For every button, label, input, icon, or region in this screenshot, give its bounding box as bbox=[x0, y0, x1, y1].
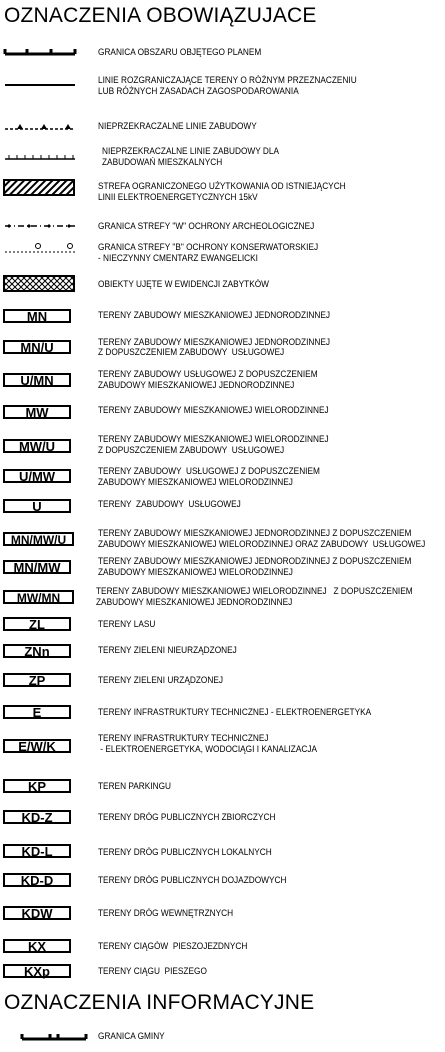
zone-code-box: ZNn bbox=[3, 644, 71, 658]
zone-code-box: U/MW bbox=[3, 469, 71, 483]
legend-text: TERENY DRÓG PUBLICZNYCH LOKALNYCH bbox=[98, 847, 272, 857]
zone-code-box: KP bbox=[3, 779, 71, 793]
zone-code-box: KX bbox=[3, 939, 71, 953]
legend-text: TERENY ZABUDOWY USŁUGOWEJ bbox=[98, 499, 241, 509]
legend-text: STREFA OGRANICZONEGO UŻYTKOWANIA OD ISTNIEJĄCYCH LINII ELEKTROENERGETYCZNYCH 15kV bbox=[98, 181, 346, 202]
zone-code-box: MN bbox=[3, 309, 71, 323]
legend-text: TERENY ZABUDOWY MIESZKANIOWEJ WIELORODZINNEJ Z DOPUSZCZENIEM ZABUDOWY MIESZKANIOWEJ JEDNORODZINNEJ bbox=[96, 586, 413, 607]
legend-text: TERENY ZABUDOWY MIESZKANIOWEJ WIELORODZINNEJ bbox=[98, 405, 329, 415]
legend-text: TERENY ZABUDOWY MIESZKANIOWEJ JEDNORODZINNEJ bbox=[98, 310, 331, 320]
legend-text: TERENY ZABUDOWY MIESZKANIOWEJ JEDNORODZINNEJ Z DOPUSZCZENIEM ZABUDOWY USŁUGOWEJ bbox=[98, 337, 331, 357]
plan-boundary-line-icon bbox=[3, 42, 74, 58]
legend-text: TERENY DRÓG PUBLICZNYCH DOJAZDOWYCH bbox=[98, 875, 287, 885]
zone-code-box: KD-L bbox=[3, 844, 71, 858]
zone-code-box: KD-Z bbox=[3, 810, 71, 824]
zone-code-box: ZL bbox=[3, 617, 71, 631]
legend-text: LINIE ROZGRANICZAJĄCE TERENY O RÓŻNYM PRZEZNACZENIU LUB RÓŻNYCH ZASADACH ZAGOSPODAROWANIA bbox=[98, 75, 357, 96]
section-title-informational: OZNACZENIA INFORMACYJNE bbox=[4, 991, 315, 1014]
zone-code-box: MW bbox=[3, 405, 71, 419]
tick-line-icon bbox=[3, 146, 74, 162]
dash-dot-diamond-line-icon bbox=[3, 218, 74, 234]
legend-text: TERENY CIĄGÓW PIESZOJEZDNYCH bbox=[98, 941, 248, 951]
legend-text: TERENY ZIELENI URZĄDZONEJ bbox=[98, 675, 223, 685]
zone-code-box: KXp bbox=[3, 964, 71, 978]
zone-code-box: MN/MW bbox=[3, 560, 71, 574]
legend-text: TERENY ZABUDOWY USŁUGOWEJ Z DOPUSZCZENIEM ZABUDOWY MIESZKANIOWEJ JEDNORODZINNEJ bbox=[98, 369, 318, 390]
legend-text: TERENY ZIELENI NIEURZĄDZONEJ bbox=[98, 645, 237, 655]
crosshatched-box-icon bbox=[3, 275, 74, 293]
legend-text: TERENY DRÓG PUBLICZNYCH ZBIORCZYCH bbox=[98, 812, 276, 822]
solid-line-icon bbox=[3, 75, 74, 91]
section-title-binding: OZNACZENIA OBOWIĄZUJACE bbox=[4, 4, 317, 27]
zone-code-box: U/MN bbox=[3, 373, 71, 387]
legend-text: TERENY ZABUDOWY MIESZKANIOWEJ JEDNORODZINNEJ Z DOPUSZCZENIEM ZABUDOWY MIESZKANIOWEJ WIELORODZINNEJ ORAZ ZABUDOWY USŁUGOWEJ bbox=[98, 528, 426, 549]
legend-text: TERENY ZABUDOWY MIESZKANIOWEJ WIELORODZINNEJ Z DOPUSZCZENIEM ZABUDOWY USŁUGOWEJ bbox=[98, 434, 329, 455]
legend-text: NIEPRZEKRACZALNE LINIE ZABUDOWY DLA ZABUDOWAŃ MIESZKALNYCH bbox=[102, 146, 279, 167]
triangle-dotted-line-icon bbox=[3, 118, 74, 134]
zone-code-box: MW/MN bbox=[3, 590, 74, 604]
zone-code-box: E bbox=[3, 705, 71, 719]
zone-code-box: U bbox=[3, 499, 71, 513]
legend-text: OBIEKTY UJĘTE W EWIDENCJI ZABYTKÓW bbox=[98, 279, 269, 289]
zone-code-box: MN/U bbox=[3, 340, 71, 354]
legend-text: GRANICA STREFY "B" OCHRONY KONSERWATORSKIEJ - NIECZYNNY CMENTARZ EWANGELICKI bbox=[98, 242, 319, 263]
legend-text: TERENY ZABUDOWY MIESZKANIOWEJ JEDNORODZINNEJ Z DOPUSZCZENIEM ZABUDOWY MIESZKANIOWEJ WIELORODZINNEJ bbox=[98, 556, 412, 577]
zone-code-box: ZP bbox=[3, 673, 71, 687]
legend-text: GRANICA OBSZARU OBJĘTEGO PLANEM bbox=[98, 47, 262, 57]
zone-code-box: KD-D bbox=[3, 873, 71, 887]
circle-dotted-line-icon bbox=[3, 238, 74, 254]
legend-text: TEREN PARKINGU bbox=[98, 781, 171, 791]
legend-text: TERENY CIĄGU PIESZEGO bbox=[98, 966, 207, 976]
legend-text: GRANICA STREFY "W" OCHRONY ARCHEOLOGICZNEJ bbox=[98, 221, 315, 231]
legend-text: TERENY LASU bbox=[98, 619, 156, 629]
municipality-boundary-icon bbox=[20, 1028, 91, 1044]
hatched-zone-icon bbox=[3, 179, 74, 197]
zone-code-box: KDW bbox=[3, 906, 71, 920]
legend-text: TERENY INFRASTRUKTURY TECHNICZNEJ - ELEKTROENERGETYKA, WODOCIĄGI I KANALIZACJA bbox=[98, 733, 318, 754]
zone-code-box: MN/MW/U bbox=[3, 532, 74, 546]
zone-code-box: MW/U bbox=[3, 439, 71, 453]
legend-text: NIEPRZEKRACZALNE LINIE ZABUDOWY bbox=[98, 121, 257, 131]
legend-text: GRANICA GMINY bbox=[98, 1031, 165, 1041]
legend-text: TERENY INFRASTRUKTURY TECHNICZNEJ - ELEKTROENERGETYKA bbox=[98, 707, 372, 717]
zone-code-box: E/W/K bbox=[3, 739, 71, 753]
legend-text: TERENY ZABUDOWY USŁUGOWEJ Z DOPUSZCZENIEM ZABUDOWY MIESZKANIOWEJ WIELORODZINNEJ bbox=[98, 466, 320, 487]
legend-text: TERENY DRÓG WEWNĘTRZNYCH bbox=[98, 908, 234, 918]
